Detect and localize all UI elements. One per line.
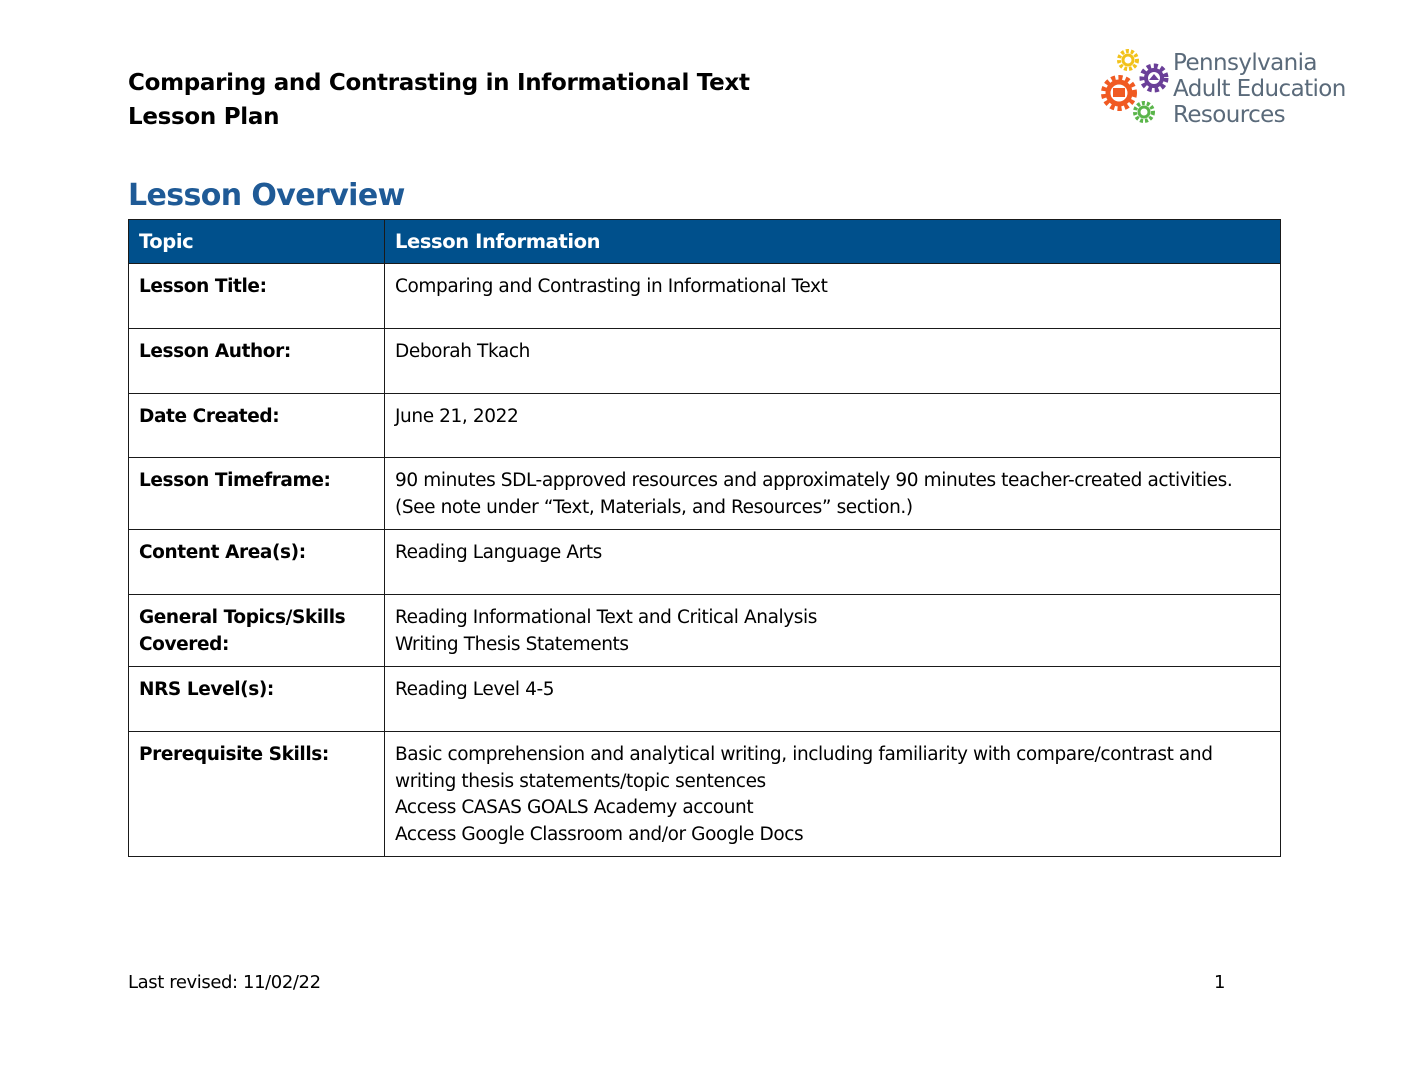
document-title: Comparing and Contrasting in Informational Text — [128, 70, 750, 96]
value-line: 90 minutes SDL-approved resources and approximately 90 minutes teacher-created activities. — [395, 470, 1233, 491]
value-line: Reading Level 4-5 — [395, 679, 555, 700]
last-revised-footer: Last revised: 11/02/22 — [128, 972, 321, 993]
value-line: (See note under “Text, Materials, and Resources” section.) — [395, 496, 913, 518]
table-row — [129, 329, 1281, 394]
table-row — [129, 530, 1281, 595]
gears-icon — [1094, 46, 1174, 126]
table-row — [129, 667, 1281, 732]
pa-adult-education-logo — [1094, 46, 1364, 126]
row-label: Lesson Timeframe: — [129, 458, 385, 530]
table-row — [129, 264, 1281, 329]
logo-line-2: Adult Education — [1173, 76, 1346, 102]
page-number: 1 — [1214, 972, 1226, 993]
row-value — [385, 394, 1281, 458]
green-gear-icon — [1135, 103, 1153, 121]
value-line: Access Google Classroom and/or Google Docs — [395, 823, 804, 845]
row-label: Content Area(s): — [129, 530, 385, 595]
lesson-overview-table — [128, 219, 1281, 857]
table-header-row — [129, 220, 1281, 264]
value-line: June 21, 2022 — [395, 406, 519, 427]
row-value — [385, 264, 1281, 329]
row-label: Lesson Title: — [129, 264, 385, 329]
row-value — [385, 667, 1281, 732]
value-line: Reading Language Arts — [395, 542, 602, 563]
row-value — [385, 329, 1281, 394]
orange-gear-icon — [1104, 78, 1134, 108]
value-line: Access CASAS GOALS Academy account — [395, 797, 754, 818]
row-label: Prerequisite Skills: — [129, 732, 385, 857]
column-header-lesson-information: Lesson Information — [385, 220, 1281, 264]
value-line: Reading Informational Text and Critical Analysis — [395, 607, 818, 628]
row-value — [385, 732, 1281, 857]
logo-line-1: Pennsylvania — [1173, 50, 1317, 76]
row-value — [385, 530, 1281, 595]
table-row — [129, 732, 1281, 857]
row-label: NRS Level(s): — [129, 667, 385, 732]
table-row — [129, 394, 1281, 458]
value-line: Deborah Tkach — [395, 341, 530, 362]
value-line: Writing Thesis Statements — [395, 633, 629, 655]
row-label: General Topics/Skills Covered: — [129, 595, 385, 667]
row-label: Date Created: — [129, 394, 385, 458]
document-header — [128, 66, 750, 134]
value-line: Basic comprehension and analytical writing, including familiarity with compare/contrast and writing thesis statements/topic sentences — [395, 744, 1213, 792]
logo-wordmark — [1173, 50, 1346, 128]
column-header-topic: Topic — [129, 220, 385, 264]
purple-gear-icon — [1142, 66, 1166, 90]
section-heading: Lesson Overview — [128, 178, 405, 213]
document-subtitle: Lesson Plan — [128, 104, 280, 130]
row-value — [385, 595, 1281, 667]
row-label: Lesson Author: — [129, 329, 385, 394]
table-row — [129, 595, 1281, 667]
table-row — [129, 458, 1281, 530]
yellow-gear-icon — [1119, 51, 1137, 69]
value-line: Comparing and Contrasting in Informational Text — [395, 276, 828, 297]
row-value — [385, 458, 1281, 530]
logo-line-3: Resources — [1173, 102, 1286, 128]
